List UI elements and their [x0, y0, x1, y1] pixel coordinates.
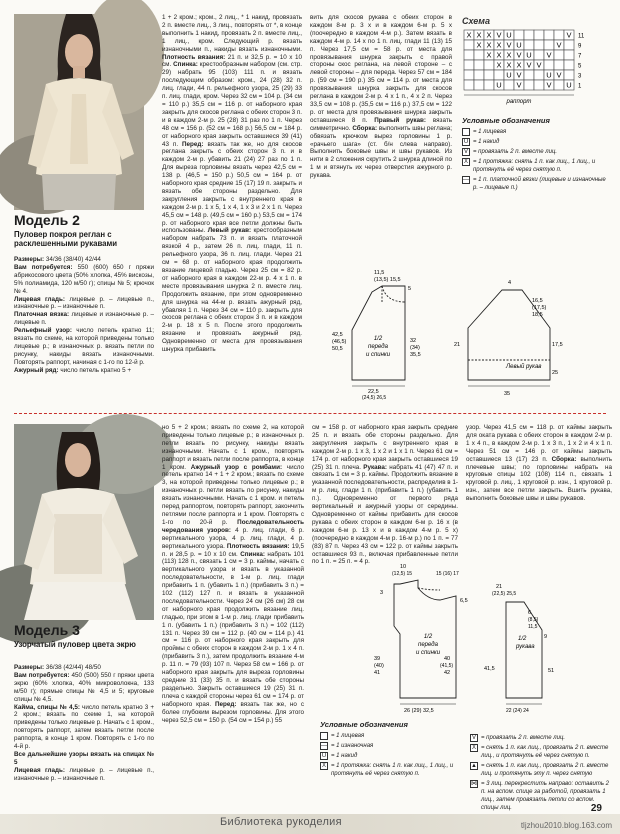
legend-symbol-icon: X [471, 745, 476, 751]
schema-symbol: X [466, 30, 472, 40]
footer-blog: tljzhou2010.blog.163.com [520, 821, 612, 830]
schema-symbol: V [516, 70, 522, 80]
legend-text: = 3 лиц. перекрестить направо: оставить 2 п. на вспом. спице за работой, провязать 1 лиц., затем провязать петли со вспом. спицы лиц. [481, 781, 610, 811]
model3-text-col2 [162, 424, 304, 810]
schema-symbol: X [476, 30, 482, 40]
model3-front-diagram [370, 560, 480, 716]
schema-symbol: V [556, 70, 562, 80]
schema-symbol: U [526, 50, 532, 60]
schema-symbol: X [486, 30, 492, 40]
model3-photo [14, 424, 154, 620]
schema-cell [564, 40, 574, 50]
legend-symbol-icon: — [463, 177, 469, 183]
schema-symbol: X [496, 40, 502, 50]
schema-symbol: X [496, 60, 502, 70]
model2-front-diagram [330, 262, 440, 400]
schema-cell [464, 70, 474, 80]
schema-symbol: X [476, 40, 482, 50]
model2-front-label: 1/2 [373, 336, 383, 342]
paragraph: Кайма, спицы № 4,5: число петель кратно 3 + 2 кром.; вязать по схеме 1, на которой приведены только лицевые р. Начать с 1 кром., повторять раппорт, затем вязать петли после раппорта, в конце 1 кром. Повторять с 1-го по 4-й р. [14, 703, 154, 751]
paragraph: Вам потребуется: 550 (600) 650 г пряжи абрикосового цвета (50% хлопка, 45% вискозы, 5% полиамида, 120 м/50 г); спицы № 5; крючок № 4. [14, 263, 154, 295]
schema-cell [524, 80, 534, 90]
svg-text:6,5: 6,5 [460, 598, 468, 604]
model2-title: Модель 2 [14, 212, 80, 228]
model2-legend-title: Условные обозначения [462, 116, 550, 125]
svg-text:41: 41 [374, 670, 381, 676]
legend-item [470, 744, 610, 760]
schema-cell [494, 70, 504, 80]
legend-symbol-icon: X [463, 159, 468, 165]
schema-symbol: U [546, 70, 552, 80]
svg-text:и спинки: и спинки [365, 352, 391, 358]
schema-cell [474, 70, 484, 80]
schema-row-label: 3 [578, 73, 582, 80]
svg-text:5: 5 [408, 286, 412, 292]
schema-row-label: 11 [578, 33, 585, 40]
schema-symbol: V [536, 60, 542, 70]
legend-symbol-icon: ▲ [471, 763, 477, 769]
schema-cell [524, 30, 534, 40]
legend-item [462, 158, 612, 174]
legend-symbol-icon: X [321, 763, 326, 769]
legend-symbol-icon: V [471, 735, 476, 741]
schema-symbol: V [516, 50, 522, 60]
legend-item [320, 732, 470, 740]
svg-text:(22,5) 25,5: (22,5) 25,5 [492, 591, 517, 597]
schema-row-label: 1 [578, 83, 582, 90]
schema-row-label: 7 [578, 53, 582, 60]
paragraph: Лицевая гладь: лицевые р. – лицевые п., изнаночные р. – изнаночные п. [14, 766, 155, 782]
model3-legend-title: Условные обозначения [320, 720, 408, 729]
model3-legend-left [320, 732, 470, 780]
svg-text:6: 6 [528, 610, 532, 616]
model2-dim: 11,5 [374, 270, 385, 276]
paragraph: Ажурный ряд: число петель кратно 5 + [14, 366, 131, 374]
schema-cell [534, 70, 544, 80]
schema-cell [534, 30, 544, 40]
schema-symbol: V [556, 40, 562, 50]
svg-text:15 (16) 17: 15 (16) 17 [436, 571, 459, 577]
paragraph: Все дальнейшие узоры вязать на спицах № 5 [14, 750, 154, 766]
paragraph: см = 158 р. от наборного края закрыть средние 25 п. и вязать обе стороны раздельно. Для закругления закрыть с внутреннего края в каждом 2-м р. 1 х 3, 1 х 2 и 1 х 1 п. Через 61 см = 174 р. от наборного края закрыть оставшиеся 19 (25) 31 п. плеча. Рукава: набрать 41 (47) 47 п. и связать 1 см = 3 р. каймы. Продолжить вязание в указанной последовательности, распределив в 1-м р. лиц. глади 1 п. (прибавить 1 п.) (убавить 1 п.). Одновременно от первого ряда вертикальный и ажурный узоры от середины. Одновременно от каймы прибавить для скосов рукава с обеих сторон в каждом 6-м р. 16 х (в каждом 6-м р. 13 х и в каждом 4-м р. 5 х) (поочередно в каждом 4-м р. 16-м р.) по 1 п. = 77 (83) 87 п. Через 43 см = 122 р. от каймы закрыть оставшиеся 93 п., включая прибавленные петли по 1 п. = 25 п. = 4 р. [312, 424, 458, 566]
schema-cell [464, 50, 474, 60]
svg-text:(12,5) 15: (12,5) 15 [392, 571, 413, 577]
schema-cell [544, 40, 554, 50]
schema-cell [554, 50, 564, 60]
schema-cell [514, 30, 524, 40]
svg-text:и спинки: и спинки [415, 650, 441, 656]
model3-photo-figure [14, 424, 154, 620]
legend-symbol-icon: U [463, 139, 469, 145]
model3-text-left [14, 664, 154, 810]
model2-text-col2 [162, 14, 302, 404]
paragraph: Лицевая гладь: лицевые р. – лицевые п., изнаночные р. – изнаночные п. [14, 295, 155, 311]
svg-text:51: 51 [548, 668, 555, 674]
legend-text: = 1 изнаночная [331, 743, 374, 749]
svg-text:21: 21 [454, 342, 461, 348]
legend-item [462, 148, 612, 156]
legend-item [462, 138, 612, 146]
model2-photo [14, 14, 144, 210]
legend-text: = 1 протяжка: снять 1 п. как лиц., 1 лиц., и протянуть её через снятую п. [473, 159, 596, 173]
schema-cell [544, 30, 554, 40]
model2-sleeve-label: Левый рукав [506, 364, 542, 370]
schema-symbol: V [496, 30, 502, 40]
schema-cell [464, 80, 474, 90]
svg-text:переда: переда [368, 344, 388, 350]
schema-cell [554, 60, 564, 70]
schema-cell [534, 40, 544, 50]
schema-cell [484, 70, 494, 80]
legend-symbol-icon [320, 732, 328, 740]
svg-text:4: 4 [508, 280, 512, 286]
model2-schema-chart [462, 28, 612, 110]
schema-cell [564, 50, 574, 60]
svg-text:21: 21 [496, 584, 503, 590]
schema-cell [484, 80, 494, 90]
svg-text:10: 10 [400, 564, 407, 570]
svg-text:26 (29) 32,5: 26 (29) 32,5 [404, 708, 434, 714]
model3-subtitle: Узорчатый пуловер цвета экрю [14, 640, 136, 649]
svg-text:(46,5): (46,5) [332, 339, 347, 345]
paragraph: Вам потребуется: 450 (500) 550 г пряжи цвета экрю (60% хлопка, 40% микроволокна, 133 м/50 г); прямые спицы № 4,5 и 5; круговые спицы № 4,5. [14, 671, 154, 703]
schema-cell [504, 80, 514, 90]
svg-text:рукава: рукава [516, 644, 535, 650]
schema-symbol: V [566, 30, 572, 40]
paragraph: Платочная вязка: лицевые и изнаночные р. – лицевые п. [14, 311, 154, 327]
schema-cell [524, 70, 534, 80]
schema-symbol: V [506, 40, 512, 50]
schema-row-label: 9 [578, 43, 582, 50]
schema-cell [554, 80, 564, 90]
svg-text:переда: переда [418, 642, 438, 648]
legend-text: = 1 лицевая [331, 733, 365, 739]
schema-symbol: X [496, 50, 502, 60]
schema-symbol: X [506, 60, 512, 70]
schema-symbol: V [516, 80, 522, 90]
schema-cell [544, 60, 554, 70]
model3-title: Модель 3 [14, 622, 80, 638]
svg-text:41,5: 41,5 [484, 666, 495, 672]
schema-cell [464, 60, 474, 70]
schema-symbol: X [486, 40, 492, 50]
schema-cell [474, 50, 484, 60]
schema-symbol: V [546, 80, 552, 90]
legend-item [320, 742, 470, 750]
svg-text:1/2: 1/2 [518, 636, 527, 642]
model3-sleeve-diagram [480, 580, 612, 716]
paragraph: Размеры: 36/38 (42/44) 48/50 [14, 664, 101, 671]
legend-item [470, 734, 610, 742]
model2-photo-figure [14, 14, 144, 210]
model2-schema-title: Схема [462, 16, 490, 26]
legend-item [320, 762, 470, 778]
schema-row-label: 5 [578, 63, 582, 70]
paragraph: 1 + 2 кром.; кром., 2 лиц., * 1 накид, провязать 2 п. вместе лиц., 3 лиц., повторять от *, в конце выполнить 1 накид, провязать 2 п. вместе лиц., 1 лиц., кром. Следующий р. вязать изнаночными п., накиды вязать изнаночными. Плотность вязания: 21 п. и 32,5 р. = 10 х 10 см. Спинка: крестообразным набором (см. стр. 29) набрать 95 (103) 111 п. и вязать последующим образом: кром., 24 (28) 32 п. лиц. глади, 44 п. рельефного узора, 25 (29) 33 п. лиц. глади, кром. Через 32 см = 104 р. (34 см = 110 р.) 35,5 см = 116 р. от наборного края закрыть для скосов реглана с обеих сторон 3 п. и в каждом 2-м р. 25 (28) 31 раз по 1 п. Через 48 см = 156 р. (52 см = 168 р.) 56,5 см = 184 р. от наборного края закрыть оставшиеся 39 (41) 43 п. Перед: вязать так же, но для скосов реглана закрыть с обеих сторон 3 п. и в каждом 2-м р. убавить 21 (24) 27 раз по 1 п. Для выреза горловины вязать через 42,5 см = 138 р. (46,5 = 150 р.) 50,5 см = 164 р. от наборного края средние 15 (17) 19 п. закрыть и вязать обе стороны раздельно. Для закругления закрыть с внутреннего края в каждом 2-м р. 1 х 5, 1 х 4, 1 х 3 и 2 х 1 п. Через 45,5 см = 148 р. (49,5 см = 160 р.) 53,5 см = 174 р. от наборного края все петли должны быть использованы. Левый рукав: крестообразным набором набрать 73 п. и вязать платочной вязкой 4 р., затем 26 п. лиц. глади, 11 п. рельефного узора, 36 п. лиц. глади. Через 21 см = 68 р. от наборного края продолжить вязание лицевой гладью. Через 25 см = 82 р. от наборного края в каждом 22-м р. 4 х 1 п. в месте провязывания шнурка 2 п. вместе лиц. Продолжить вязание, при этом одновременно для шнурка на 44-м р. вязать ажурный ряд, убавляя 1 п. Через 34 см = 110 р. закрыть для скосов реглана с обеих сторон 3 п. и в каждом 2-м р. 18 х 5 п. После этого продолжить вязание и провязать ажурный ряд. Одновременно от места для провязывания шнурка прибавить [162, 14, 302, 354]
svg-text:35,5: 35,5 [410, 352, 421, 358]
svg-text:22,5: 22,5 [368, 389, 379, 395]
legend-symbol-icon: — [321, 743, 327, 749]
svg-text:18,5: 18,5 [532, 312, 543, 318]
model3-text-col4 [466, 424, 612, 524]
model3-legend-right [470, 734, 610, 814]
schema-symbol: V [546, 50, 552, 60]
schema-cell [464, 40, 474, 50]
legend-item [462, 128, 612, 136]
legend-item [470, 780, 610, 812]
rapport-label: раппорт [506, 99, 532, 105]
legend-symbol-icon [462, 128, 470, 136]
paragraph: узор. Через 41,5 см = 118 р. от каймы закрыть для окатa рукава с обеих сторон в каждом 2-м р. 1 х 4 п., в каждом 2-м р. 1 х 3 п., 1 х 2 и 4 х 1 п. Через 51 см = 146 р. от каймы закрыть оставшиеся 13 (17) 23 п. Сборка: выполнить плечевые швы; по горловины набрать на круговые спицы 102 (108) 114 п., связать 1 круговой р. лиц., 1 круговой р. изн., 1 круговой р. изн., затем все петли закрыть. Вшить рукава, выполнить боковые швы и швы рукавов. [466, 424, 612, 503]
svg-text:17,5: 17,5 [552, 342, 563, 348]
svg-text:(13,5) 15,5: (13,5) 15,5 [374, 277, 401, 283]
schema-cell [564, 70, 574, 80]
svg-text:16,5: 16,5 [532, 298, 543, 304]
footer-library: Библиотека рукоделия [220, 816, 342, 828]
schema-cell [534, 80, 544, 90]
schema-symbol: U [506, 30, 512, 40]
schema-symbol: U [566, 80, 572, 90]
schema-symbol: U [496, 80, 502, 90]
svg-text:1/2: 1/2 [423, 634, 433, 640]
schema-cell [554, 30, 564, 40]
svg-text:35: 35 [504, 391, 511, 397]
legend-item [320, 752, 470, 760]
paragraph: Размеры: 34/36 (38/40) 42/44 [14, 256, 101, 263]
svg-text:(40): (40) [374, 663, 384, 669]
svg-text:25: 25 [552, 370, 559, 376]
schema-cell [474, 60, 484, 70]
model2-legend [462, 128, 612, 194]
schema-cell [484, 60, 494, 70]
svg-text:32: 32 [410, 338, 417, 344]
legend-text: = 1 накид [473, 139, 500, 145]
model2-subtitle: Пуловер покроя реглан с расклешенными рукавами [14, 230, 118, 248]
paragraph: но 5 + 2 кром.; вязать по схеме 2, на которой приведены только лицевые р.; в изнаночных р. петли вязать по рисунку, накиды вязать изнаночными. Начать с 1 кром., повторять раппорт и вязать петли после раппорта, в конце 1 кром. Ажурный узор с ромбами: число петель кратно 14 + 1 + 2 кром.; вязать по схеме 3, на которой приведены только лицевые р.; в изнаночных р. петли вязать по рисунку, накиды вязать изнаночными. Начать с 1 кром. и петель перед раппортом, повторять раппорт, закончить петлями после раппорта и 1 кром. Повторять с 1-го по 20-й р. Последовательность чередования узоров: 4 р. лиц. глади, 6 р. вертикального узора, 4 р. лиц. глади, 4 р. вертикального узора. Плотность вязания: 19,5 п. и 28,5 р. = 10 х 10 см. Спинка: набрать 101 (113) 128 п., связать 1 см = 3 р. каймы, начать с вертикального узора и вязать в указанной последовательности, в 1-м р. лиц. глади прибавить 1 п. (убавить 1 п.) (прибавить 3 п.) = 102 (112) 127 п. и вязать в указанной последовательности. Через 24 см (26 см) 28 см от наборного края продолжить вязание лиц. гладью, при этом в 1-м р. лиц. глади прибавить 1 п. (убавить 1 п.) (прибавить 3 п.) = 102 (112) 131 п. Через 39 см = 112 р. (40 см = 114 р.) 41 см = 116 р. от наборного края закрыть для проймы с обеих сторон в каждом 2-м р. 1 х 4 п. (прибавить 3 п.), затем продолжить вязание 4-м р. 11 п. = 79 (93) 107 п. Через 58 см = 166 р. от наборного края закрыть для выреза горловины средние 31 (33) 35 п. и вязать обе стороны раздельно. Закрыть оставшиеся 19 (25) 31 п. плеча с каждой стороны через 61 см = 174 р. от наборного края. Перед: вязать так же, но с более глубоким вырезом горловины. Для этого через 52,5 см = 150 р. (54 см = 154 р.) 55 [162, 424, 304, 724]
legend-symbol-icon: V [463, 149, 468, 155]
legend-text: = провязать 2 п. вместе лиц. [481, 735, 566, 741]
section-divider [14, 413, 606, 414]
svg-text:40: 40 [444, 656, 451, 662]
svg-text:(17,5): (17,5) [532, 305, 547, 311]
schema-symbol: X [516, 60, 522, 70]
page-number: 29 [590, 803, 602, 814]
svg-text:50,5: 50,5 [332, 346, 343, 352]
svg-text:42: 42 [444, 670, 451, 676]
svg-text:11,5: 11,5 [528, 624, 538, 630]
schema-symbol: X [486, 50, 492, 60]
legend-symbol-icon: U [321, 753, 327, 759]
schema-symbol: U [506, 70, 512, 80]
model2-sleeve-diagram [440, 262, 612, 400]
legend-text: = снять 1 п. как лиц., провязать 2 п. вместе лиц., и протянуть её через снятую п. [481, 745, 609, 759]
model2-text-left [14, 256, 154, 401]
legend-text: = снять 1 п. как лиц., провязать 2 п. вместе лиц. и протянуть эту п. через снятую [481, 763, 609, 777]
legend-text: = 1 п. платочной вязки (лицевые и изнаночные р. – лицевые п.) [473, 177, 606, 191]
schema-cell [564, 60, 574, 70]
paragraph: вить для скосов рукава с обеих сторон в каждом 8-м р. 3 х и в каждом 6-м р. 5 х (поочередно в каждом 4-м р.). Затем вязать в каждом 4-м р. 14 х по 1 п. лиц. глади 11 (13) 15 п. Через 17,5 см = 58 р. от места для провязывания шнурка закрыть с правой стороны скос реглана, на левой стороне – с левой стороны – для переда. Через 57 см = 184 р. (59 см = 190 р.) 35 см = 114 р. от места для провязывания шнурка закрыть для скосов реглана в каждом 2-м р. 4 х 1 п., 4 х 2 п. Через 33,5 см = 108 р. (35,5 см = 116 р.) 37,5 см = 122 р. от места для провязывания шнурка закрыть оставшиеся 8 п. Правый рукав: вязать симметрично. Сборка: выполнить швы реглана; обвязать крючком вырез горловины 1 р. «рачьего шага» (ст. б/н слева направо). Выполнить боковые швы и швы рукавов. Из нити в 2 сложения скрутить 2 шнурка длиной по 1 м и втянуть их через отверстия ажурного р. рукава. [310, 14, 452, 180]
svg-text:9: 9 [544, 634, 548, 640]
schema-cell [474, 80, 484, 90]
legend-text: = 1 накид [331, 753, 358, 759]
schema-symbol: V [526, 60, 532, 70]
svg-text:42,5: 42,5 [332, 332, 343, 338]
schema-cell [524, 40, 534, 50]
legend-item [470, 762, 610, 778]
legend-text: = 1 лицевая [473, 129, 507, 135]
svg-text:(41,5): (41,5) [440, 663, 454, 669]
schema-symbol: U [516, 40, 522, 50]
svg-text:3: 3 [380, 590, 384, 596]
svg-text:(8,5): (8,5) [528, 617, 539, 623]
paragraph: Рельефный узор: число петель кратно 11; вязать по схеме, на которой приведены только лицевые р.; в изнаночных р. вязать петли по рисунку, накиды вязать изнаночными. Повторять раппорт, начиная с 1-го по 12-й р. [14, 327, 154, 366]
svg-text:(34): (34) [410, 345, 420, 351]
svg-text:39: 39 [374, 656, 381, 662]
legend-item [462, 176, 612, 192]
model3-text-col3 [312, 424, 458, 566]
svg-text:22 (24) 24: 22 (24) 24 [506, 708, 529, 714]
legend-text: = провязать 2 п. вместе лиц. [473, 149, 558, 155]
legend-symbol-icon: ⋈ [471, 781, 477, 787]
schema-symbol: X [506, 50, 512, 60]
legend-text: = 1 протяжка: снять 1 п. как лиц., 1 лиц., и протянуть её через снятую п. [331, 763, 454, 777]
schema-cell [534, 50, 544, 60]
svg-text:(24,5) 26,5: (24,5) 26,5 [362, 395, 387, 401]
model2-text-col3 [310, 14, 452, 246]
